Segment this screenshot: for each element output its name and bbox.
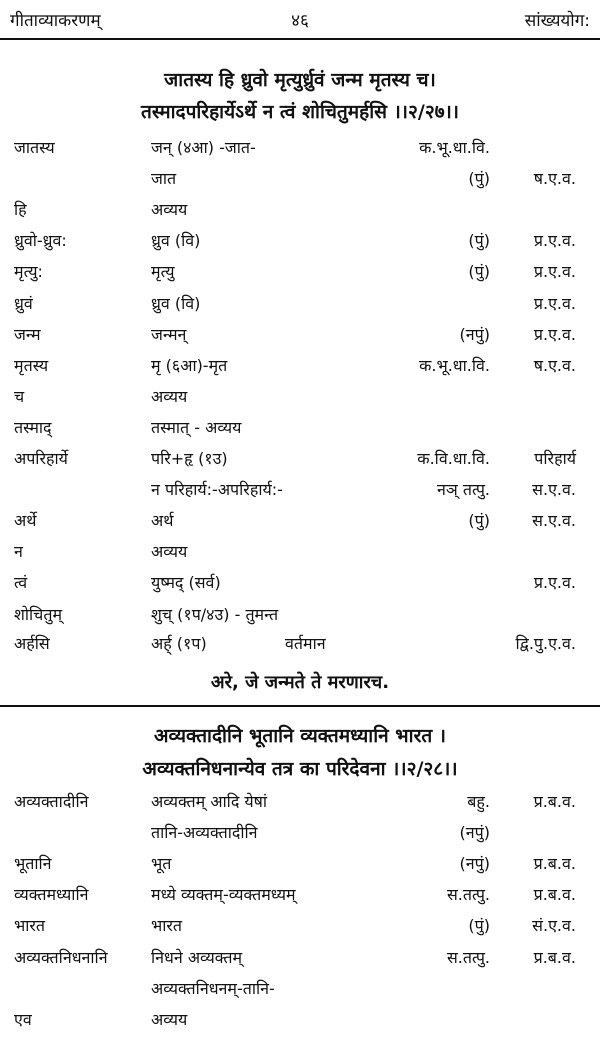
table-row bbox=[0, 540, 600, 571]
word-cell: अपरिहार्ये bbox=[14, 449, 68, 468]
grammar-cell: ष.ए.व. bbox=[533, 355, 576, 375]
word-cell: न bbox=[14, 542, 23, 562]
type-cell: स.तत्पु. bbox=[446, 885, 490, 905]
word-cell: अर्हसि bbox=[14, 634, 50, 653]
table-row bbox=[0, 790, 600, 821]
word-cell: जातस्य bbox=[14, 138, 55, 157]
word-cell: एव bbox=[14, 1009, 32, 1029]
word-cell: भारत bbox=[14, 916, 46, 936]
word-cell: अर्थे bbox=[14, 511, 37, 531]
type-cell: क.वि.धा.वि. bbox=[417, 449, 490, 468]
verse-line: अव्यक्तनिधनान्येव तत्र का परिदेवना ।।२/२८।। bbox=[142, 758, 458, 780]
type-cell: (पुं) bbox=[468, 511, 490, 531]
type-cell: बहु. bbox=[467, 792, 490, 811]
root-cell: जात bbox=[151, 169, 177, 189]
root-cell: तानि-अव्यक्तादीनि bbox=[151, 823, 258, 843]
word-cell: हि bbox=[14, 200, 27, 220]
root-cell: जन् (४आ) -जात- bbox=[151, 138, 256, 157]
table-row bbox=[0, 447, 600, 478]
grammar-cell: प्र.ए.व. bbox=[533, 293, 576, 313]
root-cell: मध्ये व्यक्तम्-व्यक्तमध्यम् bbox=[151, 885, 296, 905]
tense-cell: वर्तमान bbox=[285, 634, 326, 653]
grammar-cell: द्वि.पु.ए.व. bbox=[515, 634, 576, 653]
root-cell: अर्थ bbox=[151, 511, 174, 531]
word-cell: जन्म bbox=[14, 324, 41, 344]
table-row bbox=[0, 977, 600, 1008]
table-row bbox=[0, 136, 600, 167]
grammar-cell: स.ए.व. bbox=[532, 511, 576, 531]
type-cell: नञ् तत्पु. bbox=[437, 480, 490, 500]
root-cell: अव्यक्तनिधनम्-तानि- bbox=[151, 978, 275, 998]
word-cell: शोचितुम् bbox=[14, 604, 63, 624]
table-row bbox=[0, 292, 600, 323]
grammar-cell: स.ए.व. bbox=[532, 480, 576, 500]
grammar-cell: परिहार्य bbox=[534, 449, 576, 468]
root-cell: निधने अव्यक्तम् bbox=[151, 947, 243, 967]
root-cell: परि+हृ (१उ) bbox=[151, 449, 228, 468]
word-cell: व्यक्तमध्यानि bbox=[14, 885, 89, 905]
table-row bbox=[0, 883, 600, 914]
table-row bbox=[0, 946, 600, 977]
table-row bbox=[0, 914, 600, 945]
grammar-cell: ष.ए.व. bbox=[533, 169, 576, 189]
running-title-right: सांख्ययोग: bbox=[524, 11, 590, 31]
table-row bbox=[0, 416, 600, 447]
root-cell: युष्मद् (सर्व) bbox=[151, 573, 221, 593]
word-cell: भूतानि bbox=[14, 854, 52, 874]
table-row bbox=[0, 1008, 600, 1039]
grammar-cell: सं.ए.व. bbox=[532, 916, 576, 936]
table-row bbox=[0, 354, 600, 385]
word-cell: मृतस्य bbox=[14, 355, 49, 375]
table-row bbox=[0, 198, 600, 229]
grammar-cell: प्र.ए.व. bbox=[533, 324, 576, 344]
type-cell: (पुं) bbox=[468, 916, 490, 936]
grammar-cell: प्र.ब.व. bbox=[533, 792, 576, 811]
root-cell: अव्यय bbox=[151, 386, 188, 406]
root-cell: तस्मात् - अव्यय bbox=[151, 417, 242, 437]
type-cell: (पुं) bbox=[468, 169, 490, 189]
word-cell: च bbox=[14, 386, 25, 406]
root-cell: न परिहार्य:-अपरिहार्य:- bbox=[151, 480, 283, 500]
table-row bbox=[0, 229, 600, 260]
verse-line: अव्यक्तादीनि भूतानि व्यक्तमध्यानि भारत । bbox=[153, 725, 446, 747]
grammar-cell: प्र.ए.व. bbox=[533, 262, 576, 282]
page-header bbox=[0, 0, 600, 40]
root-cell: शुच् (१प/४उ) - तुमन्त bbox=[151, 604, 279, 624]
type-cell: स.तत्पु. bbox=[446, 947, 490, 967]
table-row bbox=[0, 260, 600, 291]
root-cell: ध्रुव (वि) bbox=[151, 231, 201, 251]
table-row bbox=[0, 478, 600, 509]
type-cell: क.भू.धा.वि. bbox=[419, 138, 490, 157]
grammar-cell: प्र.ए.व. bbox=[533, 231, 576, 251]
table-row bbox=[0, 821, 600, 852]
grammar-cell: प्र.ब.व. bbox=[533, 854, 576, 874]
type-cell: (पुं) bbox=[468, 231, 490, 251]
word-cell: ध्रुवो-ध्रुव: bbox=[14, 231, 67, 251]
word-cell: ध्रुवं bbox=[14, 293, 33, 313]
grammar-cell: प्र.ब.व. bbox=[533, 947, 576, 967]
header-rule bbox=[0, 38, 600, 40]
root-cell: मृत्यु bbox=[151, 262, 175, 282]
type-cell: (नपुं) bbox=[459, 823, 490, 843]
grammar-cell: प्र.ब.व. bbox=[533, 885, 576, 905]
type-cell: (पुं) bbox=[468, 262, 490, 282]
grammar-cell: प्र.ए.व. bbox=[533, 573, 576, 593]
root-cell: अव्यय bbox=[151, 542, 188, 562]
word-cell: त्वं bbox=[14, 573, 28, 593]
type-cell: (नपुं) bbox=[459, 324, 490, 344]
root-cell: अर्ह् (१प) bbox=[151, 634, 207, 653]
table-row bbox=[0, 167, 600, 198]
word-cell: मृत्यु: bbox=[14, 262, 43, 282]
root-cell: भूत bbox=[151, 854, 172, 874]
type-cell: (नपुं) bbox=[459, 854, 490, 874]
verse-meaning: अरे, जे जन्मते ते मरणारच. bbox=[210, 672, 390, 693]
table-row bbox=[0, 509, 600, 540]
root-cell: अव्यक्तम् आदि येषां bbox=[151, 792, 268, 811]
root-cell: अव्यय bbox=[151, 200, 188, 220]
running-title-left: गीताव्याकरणम् bbox=[10, 11, 101, 31]
word-cell: तस्माद् bbox=[14, 417, 52, 437]
table-row bbox=[0, 571, 600, 602]
verse-line: जातस्य हि ध्रुवो मृत्युर्ध्रुवं जन्म मृतस्य च। bbox=[164, 69, 436, 91]
table-row bbox=[0, 852, 600, 883]
word-cell: अव्यक्तादीनि bbox=[14, 792, 89, 811]
word-cell: अव्यक्तनिधनानि bbox=[14, 947, 108, 967]
root-cell: अव्यय bbox=[151, 1009, 188, 1029]
page-number: ४६ bbox=[291, 11, 309, 31]
table-row bbox=[0, 632, 600, 663]
root-cell: भारत bbox=[151, 916, 183, 936]
root-cell: ध्रुव (वि) bbox=[151, 293, 201, 313]
type-cell: क.भू.धा.वि. bbox=[419, 355, 490, 375]
section-rule bbox=[0, 705, 600, 707]
table-row bbox=[0, 603, 600, 634]
table-row bbox=[0, 385, 600, 416]
root-cell: जन्मन् bbox=[151, 324, 187, 344]
table-row bbox=[0, 323, 600, 354]
verse-line: तस्मादपरिहार्येऽर्थे न त्वं शोचितुमर्हसि ।।२/२७।। bbox=[141, 101, 459, 123]
root-cell: मृ (६आ)-मृत bbox=[151, 355, 228, 375]
